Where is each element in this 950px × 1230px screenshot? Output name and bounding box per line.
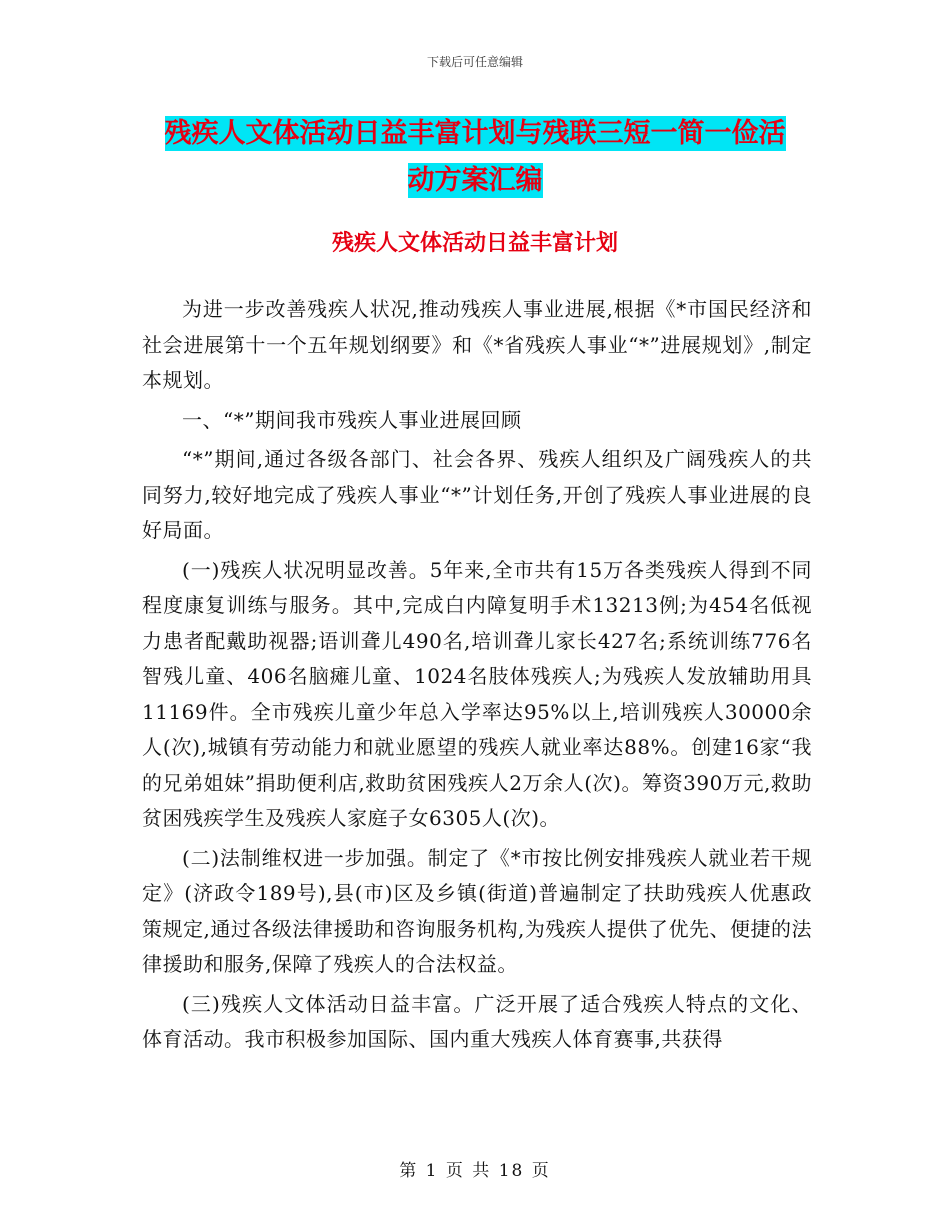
paragraph: 为进一步改善残疾人状况,推动残疾人事业进展,根据《*市国民经济和社会进展第十一个五年规划纲要》和《*省残疾人事业“*”进展规划》,制定本规划。 <box>142 297 812 392</box>
paragraph: 一、“*”期间我市残疾人事业进展回顾 <box>182 407 522 432</box>
document-title <box>150 110 800 204</box>
paragraph: (一)残疾人状况明显改善。5年来,全市共有15万各类残疾人得到不同程度康复训练与服务。其中,完成白内障复明手术13213例;为454名低视力患者配戴助视器;语训聋儿490名,培训聋儿家长427名;系统训练776名智残儿童、406名脑瘫儿童、1024名肢体残疾人;为残疾人发放辅助用具11169件。全市残疾儿童少年总入学率达95%以上,培训残疾人30000余人(次),城镇有劳动能力和就业愿望的残疾人就业率达88%。创建16家“我的兄弟姐妹”捐助便利店,救助贫困残疾人2万余人(次)。筹资390万元,救助贫困残疾学生及残疾人家庭子女6305人(次)。 <box>142 557 812 830</box>
header-note: 下载后可任意编辑 <box>426 55 523 69</box>
page-footer: 第 1 页 共 18 页 <box>399 1161 551 1181</box>
paragraph: (二)法制维权进一步加强。制定了《*市按比例安排残疾人就业若干规定》(济政令189号),县(市)区及乡镇(街道)普遍制定了扶助残疾人优惠政策规定,通过各级法律援助和咨询服务机构,为残疾人提供了优先、便捷的法律援助和服务,保障了残疾人的合法权益。 <box>142 845 812 976</box>
document-title-line-1: 残疾人文体活动日益丰富计划与残联三短一简一俭活 <box>164 118 786 149</box>
document-title-line-2: 动方案汇编 <box>407 165 543 196</box>
body-text <box>142 292 812 1062</box>
paragraph: (三)残疾人文体活动日益丰富。广泛开展了适合残疾人特点的文化、体育活动。我市积极参加国际、国内重大残疾人体育赛事,共获得 <box>142 991 812 1051</box>
section-title: 残疾人文体活动日益丰富计划 <box>331 230 618 256</box>
paragraph: “*”期间,通过各级各部门、社会各界、残疾人组织及广阔残疾人的共同努力,较好地完成了残疾人事业“*”计划任务,开创了残疾人事业进展的良好局面。 <box>142 447 812 542</box>
